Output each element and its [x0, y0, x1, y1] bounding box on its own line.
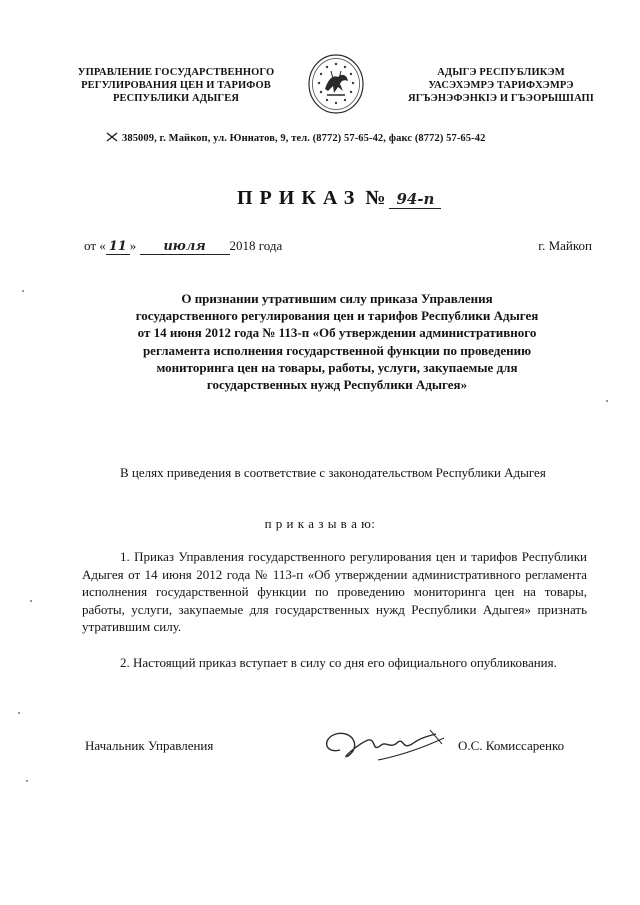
item-2: 2. Настоящий приказ вступает в силу со дня его официального опубликования. [120, 655, 557, 670]
issuer-russian [58, 66, 294, 105]
place: г. Майкоп [538, 238, 592, 253]
address-line [106, 128, 485, 146]
handwritten-signature [318, 720, 458, 770]
coat-of-arms-emblem [307, 53, 365, 115]
issuer-line: АДЫГЭ РЕСПУБЛИКЭМ [437, 67, 565, 78]
scan-speck [26, 780, 28, 782]
order-title: ПРИКАЗ [237, 187, 362, 209]
scan-speck [30, 600, 32, 602]
scan-speck [606, 400, 608, 402]
subject-line: от 14 июня 2012 года № 113-п «Об утверждении административного [137, 325, 537, 341]
date-mid: » [129, 238, 137, 253]
subject-line: государственного регулирования цен и тарифов Республики Адыгея [135, 308, 539, 324]
issuer-line: УАСЭХЭМРЭ ТАРИФХЭМРЭ [428, 80, 574, 91]
address-text: 385009, г. Майкоп, ул. Юннатов, 9, тел. (8772) 57-65-42, факс (8772) 57-65-42 [122, 133, 486, 144]
issuer-adyghe [378, 66, 624, 105]
intro-paragraph: В целях приведения в соответствие с законодательством Республики Адыгея [120, 465, 546, 480]
order-number: 94-п [389, 190, 441, 209]
scan-speck [22, 290, 24, 292]
date-year: 2018 года [229, 238, 283, 253]
number-sign: № [365, 187, 386, 209]
signatory-name: О.С. Комиссаренко [458, 738, 565, 753]
decree-word: п р и к а з ы в а ю: [264, 516, 376, 531]
date-prefix: от « [84, 238, 106, 253]
subject-line: мониторинга цен на товары, работы, услуги, закупаемые для [156, 359, 518, 375]
subject-line: государственных нужд Республики Адыгея» [206, 377, 468, 393]
issuer-line: УПРАВЛЕНИЕ ГОСУДАРСТВЕННОГО [77, 67, 275, 78]
mail-icon [106, 132, 118, 142]
issuer-line: РЕСПУБЛИКИ АДЫГЕЯ [112, 93, 240, 104]
item-1: 1. Приказ Управления государственного регулирования цен и тарифов Республики Адыгея от 14 июня 2012 года № 113-п «Об утверждении административного регламента исполнения государственной функции по проведению мониторинга цен на товары, работы, услуги, закупаемые для государственных нужд Республики Адыгея» признать утратившим силу. [82, 549, 587, 635]
order-date [84, 238, 282, 255]
date-month: июля [140, 239, 230, 255]
date-day: 11 [106, 239, 130, 255]
order-heading [237, 187, 441, 210]
scan-speck [18, 712, 20, 714]
issuer-line: ЯГЪЭНЭФЭНКIЭ И ГЪЭОРЫШIАПI [408, 93, 594, 104]
subject-line: О признании утратившим силу приказа Управления [181, 291, 493, 306]
order-subject [96, 290, 578, 393]
subject-line: регламента исполнения государственной функции по проведению [142, 342, 532, 358]
signatory-position: Начальник Управления [85, 738, 214, 753]
issuer-line: РЕГУЛИРОВАНИЯ ЦЕН И ТАРИФОВ [81, 80, 271, 91]
